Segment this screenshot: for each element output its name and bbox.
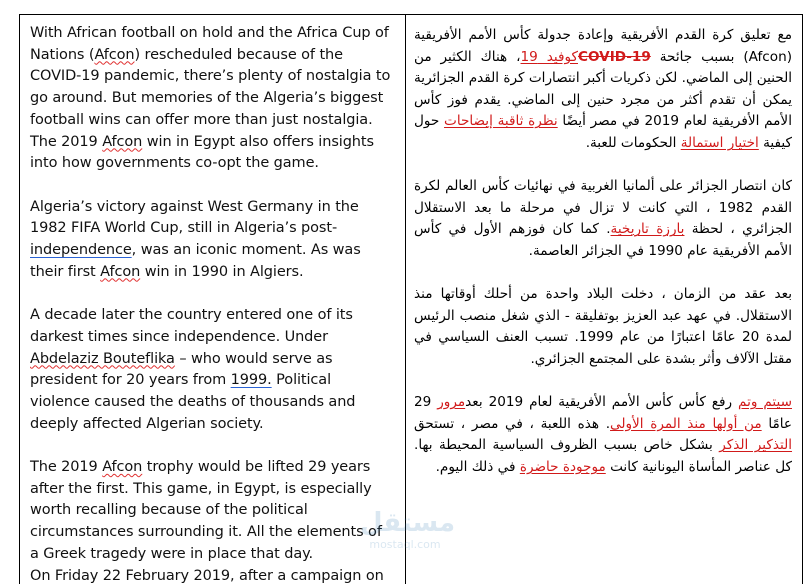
grammar-flag: independence	[30, 242, 132, 259]
text-run: Afcon	[748, 48, 787, 65]
spelling-flag: Afcon	[102, 459, 143, 476]
translation-table	[19, 14, 803, 584]
column-divider	[405, 15, 406, 584]
arabic-paragraph-2	[414, 176, 792, 262]
tracked-insertion: بارزة تاريخية	[610, 221, 685, 238]
text-run: حول كيفية	[414, 113, 792, 151]
english-paragraph-3	[30, 305, 395, 435]
text-run: , was an iconic moment. As was their first	[30, 242, 361, 280]
text-run: On Friday 22 February 2019, after a campaign on	[30, 567, 384, 584]
text-run: في ذلك اليوم.	[435, 458, 520, 475]
arabic-paragraph-3	[414, 284, 792, 370]
arabic-paragraph-1	[414, 25, 792, 155]
text-run: win in Egypt also offers insights into how governments co-opt the game.	[30, 133, 374, 172]
tracked-insertion: مرور	[437, 394, 466, 411]
text-run: Political violence caused the deaths of thousands and deeply affected Algerian society.	[30, 372, 356, 432]
tracked-insertion: سيتم وتم	[738, 394, 792, 411]
text-run: – who would serve as president for 20 years from	[30, 350, 333, 389]
text-run: 29 عامًا	[414, 394, 792, 432]
text-run: The 2019	[30, 459, 103, 476]
tracked-deletion: COVID-19	[578, 48, 651, 65]
text-run: Algeria’s victory against West Germany in the 1982 FIFA World Cup, still in Algeria’s post-	[30, 198, 359, 237]
tracked-insertion: نظرة ثاقبة إيضاحات	[444, 113, 558, 130]
text-run: ) rescheduled because of the COVID-19 pandemic, there’s plenty of nostalgia to go around. But memories of the Algeria’s biggest football wins can offer more than just nostalgia. The 2019	[30, 46, 391, 150]
spelling-flag: Afcon	[100, 263, 141, 280]
spelling-flag: Abdelaziz Bouteflika	[30, 350, 175, 367]
text-run: مع تعليق كرة القدم الأفريقية وإعادة جدولة كأس الأمم الأفريقية (	[414, 27, 792, 65]
text-run: win in 1990 in Algiers.	[140, 263, 304, 280]
text-run: رفع كأس كأس الأمم الأفريقية لعام 2019 بعد	[465, 394, 739, 411]
tracked-insertion: اختيار استمالة	[680, 134, 759, 151]
spelling-flag: Afcon	[102, 133, 143, 150]
tracked-insertion: موجودة حاضرة	[519, 458, 606, 475]
text-run: ) بسبب جائحة	[650, 48, 749, 65]
text-run: trophy would be lifted 29 years after the first. This game, in Egypt, is especially worth recalling because of the political circumstances surrounding it. All the elements of a Greek tragedy were in place that day.	[30, 459, 382, 562]
text-run: الحكومات للعبة.	[585, 134, 681, 151]
watermark-main: مستقل	[360, 508, 456, 538]
text-run: . كما كان فوزهم الأول في كأس الأمم الأفريقية عام 1990 في الجزائر العاصمة.	[414, 221, 792, 259]
text-run: بعد عقد من الزمان ، دخلت البلاد واحدة من أحلك أوقاتها منذ الاستقلال. في عهد عبد العزيز بوتفليقة - الذي شغل منصب الرئيس لمدة 20 عامًا اعتبارًا من عام 1999. تسبب العنف السياسي في مقتل الآلاف وأثر بشدة على المجتمع الجزائري.	[414, 286, 792, 367]
arabic-column[interactable]	[414, 25, 792, 478]
arabic-paragraph-4	[414, 392, 792, 478]
text-run: . هذه اللعبة ، في مصر ، تستحق	[414, 415, 611, 432]
tracked-insertion: كوفيد 19	[520, 48, 578, 65]
grammar-flag: 1999.	[230, 372, 272, 389]
spelling-flag: Afcon	[94, 46, 135, 63]
text-run: بشكل خاص بسبب الظروف السياسية المحيطة بها. كل عناصر المأساة اليونانية كانت	[414, 437, 792, 475]
english-paragraph-1	[30, 23, 395, 175]
english-paragraph-2	[30, 197, 395, 284]
text-run: A decade later the country entered one of its darkest times since independence. Under	[30, 307, 353, 345]
tracked-insertion: من أولها منذ المرة الأولى	[610, 415, 762, 432]
english-column[interactable]	[30, 23, 395, 587]
english-paragraph-4	[30, 457, 395, 587]
text-run: With African football on hold and the Africa Cup of Nations (	[30, 25, 389, 63]
text-run: كان انتصار الجزائر على ألمانيا الغربية في نهائيات كأس العالم لكرة القدم 1982 ، التي كانت لا تزال في مرحلة ما بعد الاستقلال الجزائري ، لحظة	[414, 178, 793, 238]
text-run: ، هناك الكثير من الحنين إلى الماضي. لكن ذكريات أكبر انتصارات كرة القدم الجزائرية يمكن أن تقدم أكثر من مجرد حنين إلى الماضي. يقدم فوز كأس الأمم الأفريقية لعام 2019 في مصر أيضًا	[414, 48, 792, 130]
tracked-insertion: التذكير الذكر	[719, 437, 793, 454]
